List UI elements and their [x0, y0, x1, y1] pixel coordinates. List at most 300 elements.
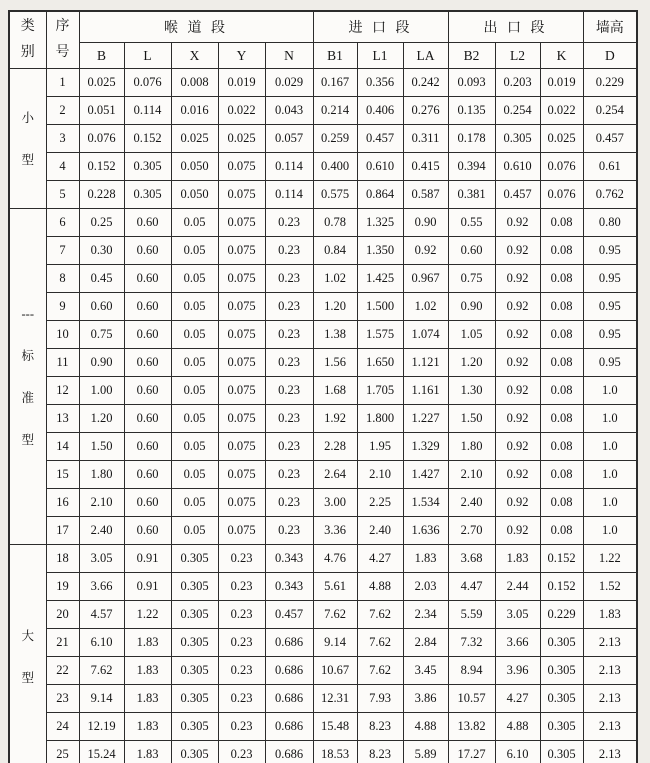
value-cell: 0.114: [265, 181, 313, 209]
value-cell: 1.83: [495, 545, 540, 573]
serial-number-cell: 14: [46, 433, 79, 461]
table-row: [9, 629, 637, 657]
category-header-line: 别: [20, 45, 35, 60]
value-cell: 0.92: [495, 209, 540, 237]
value-cell: 0.029: [265, 69, 313, 97]
value-cell: 2.40: [357, 517, 403, 545]
value-cell: 0.076: [540, 181, 583, 209]
value-cell: 6.10: [495, 741, 540, 763]
value-cell: 0.075: [218, 349, 265, 377]
value-cell: 0.90: [448, 293, 495, 321]
value-cell: 0.30: [79, 237, 124, 265]
value-cell: 0.95: [583, 293, 637, 321]
table-row: [9, 237, 637, 265]
value-cell: 1.636: [403, 517, 448, 545]
value-cell: 1.329: [403, 433, 448, 461]
value-cell: 3.00: [313, 489, 357, 517]
value-cell: 0.343: [265, 573, 313, 601]
value-cell: 12.31: [313, 685, 357, 713]
value-cell: 0.92: [495, 265, 540, 293]
value-cell: 0.457: [265, 601, 313, 629]
value-cell: 0.228: [79, 181, 124, 209]
value-cell: 2.34: [403, 601, 448, 629]
value-cell: 2.84: [403, 629, 448, 657]
value-cell: 0.23: [265, 265, 313, 293]
value-cell: 0.25: [79, 209, 124, 237]
value-cell: 0.60: [124, 377, 171, 405]
category-header: [9, 11, 46, 69]
value-cell: 1.074: [403, 321, 448, 349]
value-cell: 0.305: [540, 741, 583, 763]
table-row: [9, 181, 637, 209]
value-cell: 0.90: [403, 209, 448, 237]
value-cell: 7.62: [357, 629, 403, 657]
value-cell: 0.152: [540, 573, 583, 601]
value-cell: 8.23: [357, 741, 403, 763]
group-header-throat: 喉 道 段: [79, 11, 313, 43]
value-cell: 4.88: [357, 573, 403, 601]
value-cell: 0.311: [403, 125, 448, 153]
value-cell: 0.762: [583, 181, 637, 209]
table-row: [9, 741, 637, 763]
value-cell: 1.05: [448, 321, 495, 349]
value-cell: 0.78: [313, 209, 357, 237]
value-cell: 0.95: [583, 321, 637, 349]
serial-number-cell: 19: [46, 573, 79, 601]
value-cell: 0.23: [265, 321, 313, 349]
value-cell: 2.13: [583, 741, 637, 763]
col-header-K: K: [540, 43, 583, 69]
value-cell: 8.23: [357, 713, 403, 741]
table-row: [9, 97, 637, 125]
value-cell: 2.10: [448, 461, 495, 489]
value-cell: 0.610: [495, 153, 540, 181]
value-cell: 0.92: [495, 517, 540, 545]
category-label: 型: [21, 432, 34, 447]
value-cell: 0.381: [448, 181, 495, 209]
serial-number-cell: 21: [46, 629, 79, 657]
value-cell: 1.0: [583, 517, 637, 545]
value-cell: 0.23: [218, 713, 265, 741]
value-cell: 0.60: [448, 237, 495, 265]
table-row: [9, 489, 637, 517]
table-row: [9, 349, 637, 377]
serial-number-cell: 24: [46, 713, 79, 741]
value-cell: 0.075: [218, 377, 265, 405]
table-row: [9, 461, 637, 489]
value-cell: 4.47: [448, 573, 495, 601]
value-cell: 1.800: [357, 405, 403, 433]
value-cell: 1.650: [357, 349, 403, 377]
value-cell: 0.305: [124, 153, 171, 181]
value-cell: 0.305: [540, 713, 583, 741]
value-cell: 12.19: [79, 713, 124, 741]
header-row-groups: [9, 11, 637, 43]
value-cell: 0.203: [495, 69, 540, 97]
value-cell: 1.83: [124, 741, 171, 763]
value-cell: 0.075: [218, 265, 265, 293]
value-cell: 3.66: [495, 629, 540, 657]
value-cell: 0.92: [495, 489, 540, 517]
value-cell: 0.23: [265, 377, 313, 405]
value-cell: 0.152: [79, 153, 124, 181]
serial-number-cell: 2: [46, 97, 79, 125]
value-cell: 0.152: [540, 545, 583, 573]
value-cell: 0.60: [124, 489, 171, 517]
value-cell: 1.52: [583, 573, 637, 601]
value-cell: 0.406: [357, 97, 403, 125]
col-header-B: B: [79, 43, 124, 69]
value-cell: 0.025: [79, 69, 124, 97]
value-cell: 0.093: [448, 69, 495, 97]
value-cell: 0.305: [171, 713, 218, 741]
value-cell: 0.022: [540, 97, 583, 125]
value-cell: 1.80: [79, 461, 124, 489]
group-header-outlet: 出 口 段: [448, 11, 583, 43]
value-cell: 0.686: [265, 657, 313, 685]
value-cell: 0.008: [171, 69, 218, 97]
value-cell: 1.56: [313, 349, 357, 377]
table-row: [9, 265, 637, 293]
value-cell: 0.08: [540, 265, 583, 293]
value-cell: 3.86: [403, 685, 448, 713]
value-cell: 0.61: [583, 153, 637, 181]
value-cell: 1.0: [583, 433, 637, 461]
value-cell: 0.076: [124, 69, 171, 97]
value-cell: 1.161: [403, 377, 448, 405]
value-cell: 0.025: [540, 125, 583, 153]
value-cell: 0.05: [171, 377, 218, 405]
value-cell: 1.350: [357, 237, 403, 265]
value-cell: 0.08: [540, 517, 583, 545]
value-cell: 0.686: [265, 713, 313, 741]
header-row-columns: [9, 43, 637, 69]
serial-number-cell: 10: [46, 321, 79, 349]
value-cell: 0.92: [495, 293, 540, 321]
serial-number-cell: 15: [46, 461, 79, 489]
value-cell: 0.84: [313, 237, 357, 265]
value-cell: 0.305: [540, 629, 583, 657]
value-cell: 2.28: [313, 433, 357, 461]
value-cell: 0.60: [124, 237, 171, 265]
table-row: [9, 125, 637, 153]
value-cell: 0.305: [171, 741, 218, 763]
table-row: [9, 69, 637, 97]
value-cell: 0.08: [540, 293, 583, 321]
value-cell: 10.57: [448, 685, 495, 713]
category-header-line: 类: [20, 19, 35, 34]
value-cell: 1.0: [583, 489, 637, 517]
value-cell: 0.60: [124, 405, 171, 433]
value-cell: 1.0: [583, 461, 637, 489]
value-cell: 0.05: [171, 265, 218, 293]
serial-number-cell: 8: [46, 265, 79, 293]
value-cell: 0.05: [171, 293, 218, 321]
value-cell: 0.051: [79, 97, 124, 125]
value-cell: 0.95: [583, 349, 637, 377]
value-cell: 0.967: [403, 265, 448, 293]
serial-header: [46, 11, 79, 69]
value-cell: 7.93: [357, 685, 403, 713]
col-header-L2: L2: [495, 43, 540, 69]
serial-number-cell: 17: [46, 517, 79, 545]
category-label: 大: [21, 628, 34, 643]
value-cell: 0.254: [583, 97, 637, 125]
value-cell: 1.425: [357, 265, 403, 293]
value-cell: 0.254: [495, 97, 540, 125]
value-cell: 1.500: [357, 293, 403, 321]
value-cell: 0.075: [218, 293, 265, 321]
value-cell: 0.05: [171, 489, 218, 517]
value-cell: 0.457: [357, 125, 403, 153]
value-cell: 0.90: [79, 349, 124, 377]
value-cell: 5.59: [448, 601, 495, 629]
table-header: [9, 11, 637, 69]
value-cell: 0.92: [495, 237, 540, 265]
value-cell: 0.864: [357, 181, 403, 209]
table-row: [9, 657, 637, 685]
col-header-LA: LA: [403, 43, 448, 69]
table-row: [9, 545, 637, 573]
value-cell: 4.88: [495, 713, 540, 741]
value-cell: 0.92: [495, 433, 540, 461]
value-cell: 0.686: [265, 629, 313, 657]
value-cell: 0.60: [124, 433, 171, 461]
value-cell: 1.20: [313, 293, 357, 321]
value-cell: 4.57: [79, 601, 124, 629]
table-row: [9, 405, 637, 433]
value-cell: 0.242: [403, 69, 448, 97]
value-cell: 0.60: [124, 517, 171, 545]
value-cell: 2.13: [583, 685, 637, 713]
value-cell: 2.70: [448, 517, 495, 545]
value-cell: 3.36: [313, 517, 357, 545]
value-cell: 0.23: [218, 601, 265, 629]
value-cell: 0.92: [495, 321, 540, 349]
category-cell: [9, 545, 46, 763]
table-row: [9, 685, 637, 713]
value-cell: 1.30: [448, 377, 495, 405]
value-cell: 0.05: [171, 517, 218, 545]
value-cell: 1.80: [448, 433, 495, 461]
value-cell: 1.575: [357, 321, 403, 349]
serial-number-cell: 7: [46, 237, 79, 265]
value-cell: 0.075: [218, 153, 265, 181]
serial-number-cell: 22: [46, 657, 79, 685]
serial-number-cell: 9: [46, 293, 79, 321]
value-cell: 0.08: [540, 461, 583, 489]
value-cell: 0.415: [403, 153, 448, 181]
value-cell: 15.24: [79, 741, 124, 763]
value-cell: 13.82: [448, 713, 495, 741]
value-cell: 0.276: [403, 97, 448, 125]
value-cell: 0.057: [265, 125, 313, 153]
serial-number-cell: 25: [46, 741, 79, 763]
value-cell: 0.95: [583, 237, 637, 265]
serial-number-cell: 23: [46, 685, 79, 713]
value-cell: 0.60: [124, 461, 171, 489]
serial-number-cell: 13: [46, 405, 79, 433]
value-cell: 3.96: [495, 657, 540, 685]
value-cell: 1.83: [124, 685, 171, 713]
value-cell: 0.025: [171, 125, 218, 153]
value-cell: 0.076: [79, 125, 124, 153]
col-header-N: N: [265, 43, 313, 69]
value-cell: 0.457: [495, 181, 540, 209]
value-cell: 2.13: [583, 657, 637, 685]
value-cell: 0.587: [403, 181, 448, 209]
value-cell: 0.178: [448, 125, 495, 153]
category-cell: [9, 209, 46, 545]
group-header-wall-height: 墙高: [583, 11, 637, 43]
value-cell: 0.135: [448, 97, 495, 125]
value-cell: 0.23: [265, 517, 313, 545]
value-cell: 1.50: [79, 433, 124, 461]
value-cell: 0.60: [124, 293, 171, 321]
value-cell: 2.10: [79, 489, 124, 517]
flume-dimension-table: [8, 10, 638, 763]
value-cell: 0.92: [495, 405, 540, 433]
value-cell: 0.23: [265, 349, 313, 377]
value-cell: 1.92: [313, 405, 357, 433]
value-cell: 0.075: [218, 489, 265, 517]
serial-number-cell: 4: [46, 153, 79, 181]
value-cell: 0.92: [495, 461, 540, 489]
category-label: 型: [21, 670, 34, 685]
value-cell: 0.022: [218, 97, 265, 125]
serial-number-cell: 20: [46, 601, 79, 629]
value-cell: 0.08: [540, 321, 583, 349]
value-cell: 7.62: [313, 601, 357, 629]
value-cell: 0.05: [171, 349, 218, 377]
value-cell: 0.305: [124, 181, 171, 209]
value-cell: 0.075: [218, 209, 265, 237]
value-cell: 0.75: [79, 321, 124, 349]
value-cell: 1.22: [583, 545, 637, 573]
value-cell: 4.27: [495, 685, 540, 713]
value-cell: 1.0: [583, 405, 637, 433]
value-cell: 2.64: [313, 461, 357, 489]
group-header-inlet: 进 口 段: [313, 11, 448, 43]
value-cell: 0.305: [171, 629, 218, 657]
category-label: 型: [21, 152, 34, 167]
value-cell: 0.23: [265, 405, 313, 433]
value-cell: 0.259: [313, 125, 357, 153]
value-cell: 0.92: [495, 377, 540, 405]
value-cell: 1.121: [403, 349, 448, 377]
serial-header-line: 序: [55, 19, 70, 34]
value-cell: 1.227: [403, 405, 448, 433]
serial-number-cell: 11: [46, 349, 79, 377]
value-cell: 0.305: [171, 573, 218, 601]
value-cell: 0.08: [540, 489, 583, 517]
value-cell: 1.83: [403, 545, 448, 573]
value-cell: 0.305: [171, 685, 218, 713]
value-cell: 2.25: [357, 489, 403, 517]
table-row: [9, 153, 637, 181]
value-cell: 0.305: [171, 545, 218, 573]
value-cell: 15.48: [313, 713, 357, 741]
value-cell: 1.0: [583, 377, 637, 405]
value-cell: 1.20: [448, 349, 495, 377]
value-cell: 0.686: [265, 741, 313, 763]
table-row: [9, 293, 637, 321]
value-cell: 0.343: [265, 545, 313, 573]
value-cell: 0.214: [313, 97, 357, 125]
value-cell: 4.88: [403, 713, 448, 741]
value-cell: 3.68: [448, 545, 495, 573]
value-cell: 7.62: [79, 657, 124, 685]
value-cell: 3.66: [79, 573, 124, 601]
value-cell: 0.05: [171, 321, 218, 349]
value-cell: 0.23: [218, 657, 265, 685]
value-cell: 0.05: [171, 433, 218, 461]
value-cell: 0.45: [79, 265, 124, 293]
value-cell: 0.60: [124, 265, 171, 293]
value-cell: 0.305: [540, 685, 583, 713]
value-cell: 0.05: [171, 461, 218, 489]
serial-number-cell: 6: [46, 209, 79, 237]
value-cell: 2.44: [495, 573, 540, 601]
value-cell: 0.075: [218, 517, 265, 545]
value-cell: 0.019: [540, 69, 583, 97]
value-cell: 0.95: [583, 265, 637, 293]
category-cell: [9, 69, 46, 209]
value-cell: 3.05: [495, 601, 540, 629]
value-cell: 1.705: [357, 377, 403, 405]
serial-number-cell: 12: [46, 377, 79, 405]
table-row: [9, 517, 637, 545]
value-cell: 1.534: [403, 489, 448, 517]
value-cell: 1.83: [583, 601, 637, 629]
value-cell: 5.89: [403, 741, 448, 763]
table-body: [9, 69, 637, 763]
value-cell: 0.23: [265, 293, 313, 321]
value-cell: 0.305: [171, 601, 218, 629]
value-cell: 2.40: [448, 489, 495, 517]
value-cell: 1.38: [313, 321, 357, 349]
value-cell: 0.23: [218, 629, 265, 657]
value-cell: 0.229: [540, 601, 583, 629]
value-cell: 1.83: [124, 657, 171, 685]
value-cell: 0.05: [171, 237, 218, 265]
table-row: [9, 321, 637, 349]
value-cell: 0.08: [540, 209, 583, 237]
value-cell: 0.305: [171, 657, 218, 685]
value-cell: 0.305: [540, 657, 583, 685]
category-label: ---: [21, 306, 34, 321]
value-cell: 1.22: [124, 601, 171, 629]
col-header-L1: L1: [357, 43, 403, 69]
value-cell: 10.67: [313, 657, 357, 685]
value-cell: 0.92: [495, 349, 540, 377]
value-cell: 18.53: [313, 741, 357, 763]
value-cell: 0.91: [124, 573, 171, 601]
value-cell: 0.23: [218, 545, 265, 573]
serial-number-cell: 3: [46, 125, 79, 153]
value-cell: 0.08: [540, 405, 583, 433]
category-label: 小: [21, 110, 34, 125]
value-cell: 0.686: [265, 685, 313, 713]
value-cell: 0.305: [495, 125, 540, 153]
value-cell: 1.83: [124, 629, 171, 657]
serial-number-cell: 5: [46, 181, 79, 209]
value-cell: 1.83: [124, 713, 171, 741]
table-row: [9, 601, 637, 629]
value-cell: 0.043: [265, 97, 313, 125]
value-cell: 0.075: [218, 461, 265, 489]
value-cell: 0.076: [540, 153, 583, 181]
